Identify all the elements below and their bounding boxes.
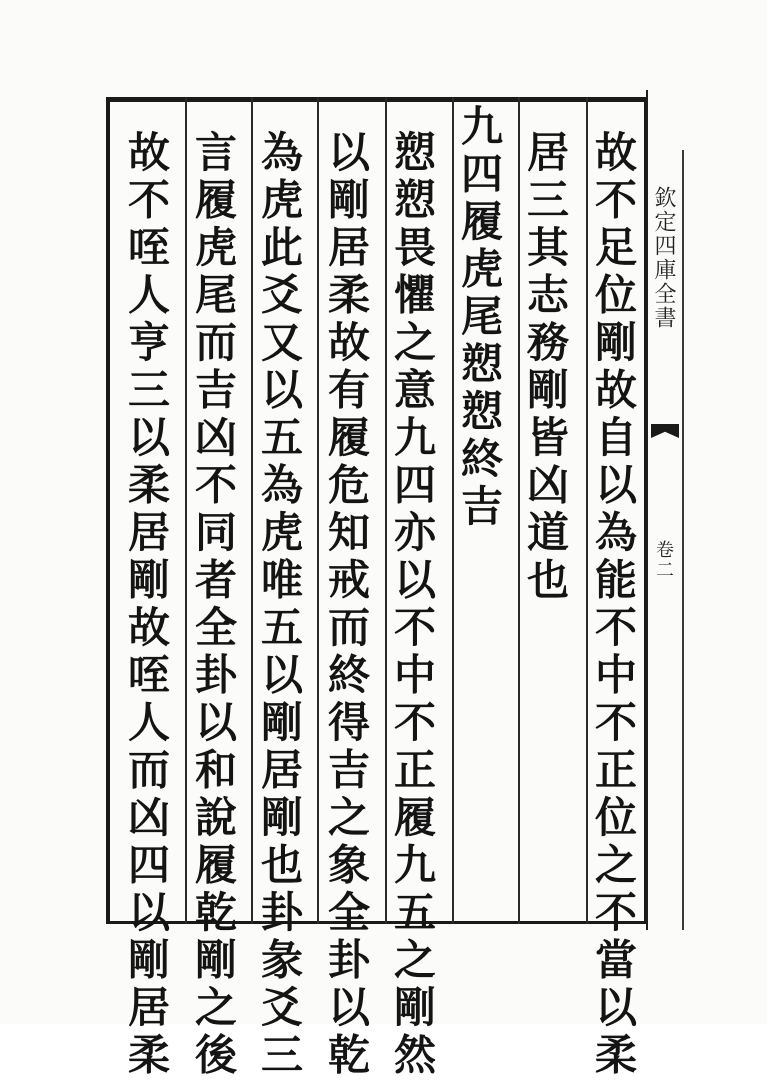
column-divider: [251, 97, 253, 924]
text-column-3: 九四履虎尾愬愬終吉: [455, 104, 504, 532]
column-divider: [452, 97, 454, 924]
column-divider: [385, 97, 387, 924]
volume-label: 卷二: [653, 540, 674, 580]
column-divider: [586, 97, 588, 924]
text-column-1: 故不足位剛故自以為能不中不正位之不當以柔: [589, 130, 638, 1080]
text-column-6: 為虎此爻又以五為虎唯五以剛居剛也卦彖爻三: [255, 130, 304, 1080]
book-title: 欽定四庫全書: [651, 186, 676, 330]
column-divider: [518, 97, 520, 924]
text-column-5: 以剛居柔故有履危知戒而終得吉之象全卦以乾: [322, 130, 371, 1080]
column-divider: [317, 97, 319, 924]
margin-rule-right: [682, 150, 684, 930]
margin-rule-left: [646, 90, 648, 930]
text-column-2: 居三其志務剛皆凶道也: [521, 130, 570, 605]
text-column-7: 言履虎尾而吉凶不同者全卦以和說履乾剛之後: [189, 130, 238, 1080]
text-column-4: 愬愬畏懼之意九四亦以不中不正履九五之剛然: [388, 130, 437, 1080]
center-margin-strip: [646, 90, 684, 930]
fishtail-mark-icon: [651, 424, 679, 438]
column-divider: [185, 97, 187, 924]
text-column-8: 故不咥人亨三以柔居剛故咥人而凶四以剛居柔: [122, 130, 171, 1080]
